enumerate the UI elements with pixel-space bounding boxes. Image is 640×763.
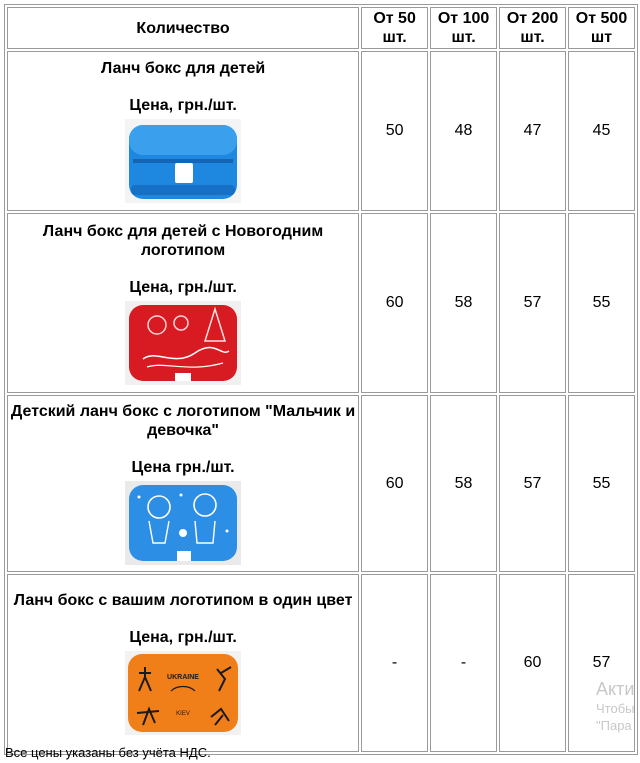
blue-lunch-box-image	[125, 119, 241, 203]
table-row	[7, 574, 635, 752]
product-name: Детский ланч бокс с логотипом "Мальчик и девочка"	[10, 403, 356, 439]
product-name: Ланч бокс для детей с Новогодним логотипом	[42, 222, 324, 259]
product-cell	[7, 51, 359, 211]
watermark-line-1: Акти	[596, 679, 635, 699]
image-text-kiev: KIEV	[176, 711, 190, 717]
product-cell	[7, 213, 359, 393]
price-cell: 60	[361, 213, 428, 393]
product-name: Ланч бокс для детей	[100, 60, 266, 77]
product-cell	[7, 395, 359, 572]
price-cell: 60	[361, 395, 428, 572]
quantity-header: Количество	[7, 7, 359, 49]
price-label: Цена, грн./шт.	[129, 97, 237, 114]
price-label: Цена грн./шт.	[131, 459, 235, 476]
watermark-line-3: "Пара	[596, 718, 632, 734]
blue-boy-girl-lunch-box-image	[125, 481, 241, 565]
qty-col-100: От 100 шт.	[430, 7, 497, 49]
price-cell: 47	[499, 51, 566, 211]
price-cell: 58	[430, 213, 497, 393]
price-cell: 50	[361, 51, 428, 211]
price-cell: 48	[430, 51, 497, 211]
qty-col-500: От 500 шт	[568, 7, 635, 49]
image-text-ukraine: UKRAINE	[167, 674, 199, 681]
price-cell: 45	[568, 51, 635, 211]
price-cell: 60	[499, 574, 566, 752]
qty-col-50: От 50 шт.	[361, 7, 428, 49]
header-row	[7, 7, 635, 49]
price-cell: 58	[430, 395, 497, 572]
table-row	[7, 51, 635, 211]
price-label: Цена, грн./шт.	[129, 278, 237, 296]
price-cell: -	[361, 574, 428, 752]
qty-col-200: От 200 шт.	[499, 7, 566, 49]
price-cell: 57	[499, 395, 566, 572]
price-label: Цена, грн./шт.	[129, 629, 237, 646]
price-table	[4, 4, 638, 755]
table-row	[7, 213, 635, 393]
red-new-year-lunch-box-image	[125, 301, 241, 385]
product-cell	[7, 574, 359, 752]
price-cell: 57	[499, 213, 566, 393]
orange-logo-lunch-box-image	[125, 651, 241, 735]
price-cell: 55	[568, 213, 635, 393]
price-cell: -	[430, 574, 497, 752]
vat-footnote: Все цены указаны без учёта НДС.	[5, 745, 211, 760]
price-cell: 55	[568, 395, 635, 572]
windows-activation-watermark	[596, 678, 635, 735]
watermark-line-2: Чтобы	[596, 701, 635, 717]
price-cell: 57	[568, 574, 635, 752]
table-row	[7, 395, 635, 572]
product-name: Ланч бокс с вашим логотипом в один цвет	[13, 592, 353, 609]
